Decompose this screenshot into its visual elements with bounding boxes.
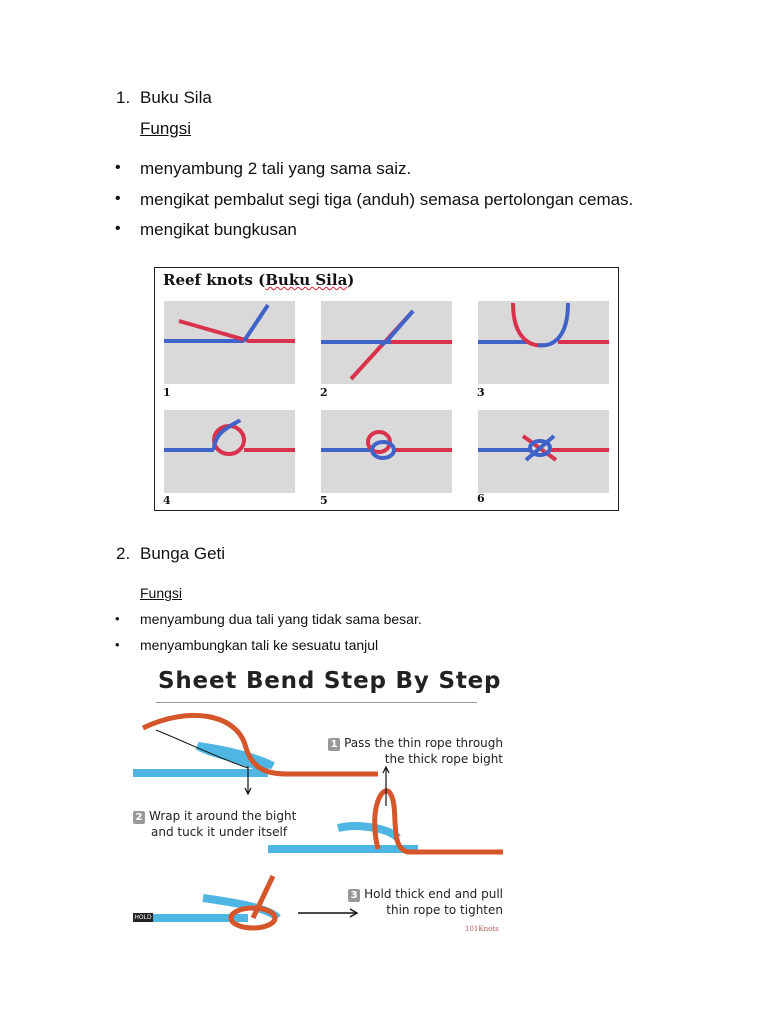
reef-figure-title: Reef knots (Buku Sila) — [163, 271, 355, 289]
reef-step-number: 5 — [320, 494, 328, 507]
reef-step-1-image — [164, 301, 295, 384]
reef-step-6-image — [478, 410, 609, 493]
list-item: • menyambungkan tali ke sesuatu tanjul — [140, 637, 378, 653]
reef-step-2-image — [321, 301, 452, 384]
sheet-bend-step-1-label: 1 Pass the thin rope through the thick rope bight — [323, 735, 503, 767]
step-number-badge: 2 — [133, 811, 145, 824]
reef-step-number: 3 — [477, 386, 485, 399]
hold-tag: HOLD — [134, 914, 152, 921]
section-1-number: 1. — [116, 88, 131, 107]
section-2-fungsi-label: Fungsi — [140, 585, 183, 601]
reef-step-number: 1 — [163, 386, 171, 399]
section-1-title: Buku Sila — [140, 88, 212, 107]
step-number-badge: 3 — [348, 889, 360, 902]
sheet-bend-title: Sheet Bend Step By Step — [158, 668, 502, 694]
sheet-bend-step-3-label: 3 Hold thick end and pull thin rope to tighten — [323, 886, 503, 918]
reef-knot-figure — [154, 267, 619, 511]
brand-watermark: 101Knots — [465, 925, 499, 933]
list-item: • mengikat pembalut segi tiga (anduh) semasa pertolongan cemas. — [140, 190, 633, 210]
reef-step-number: 6 — [477, 492, 485, 505]
list-item: • menyambung 2 tali yang sama saiz. — [140, 159, 411, 179]
step-number-badge: 1 — [328, 738, 340, 751]
section-1-fungsi-label: Fungsi — [140, 119, 192, 138]
reef-step-number: 4 — [163, 494, 171, 507]
section-2-title: Bunga Geti — [140, 544, 226, 563]
reef-step-number: 2 — [320, 386, 328, 399]
list-item: • mengikat bungkusan — [140, 220, 297, 240]
section-2-number: 2. — [116, 544, 131, 563]
reef-step-3-image — [478, 301, 609, 384]
sheet-bend-step-2-label: 2 Wrap it around the bight and tuck it under itself — [133, 808, 296, 840]
list-item: • menyambung dua tali yang tidak sama besar. — [140, 611, 422, 627]
reef-step-5-image — [321, 410, 452, 493]
reef-step-4-image — [164, 410, 295, 493]
sheet-bend-title-divider — [156, 702, 477, 703]
